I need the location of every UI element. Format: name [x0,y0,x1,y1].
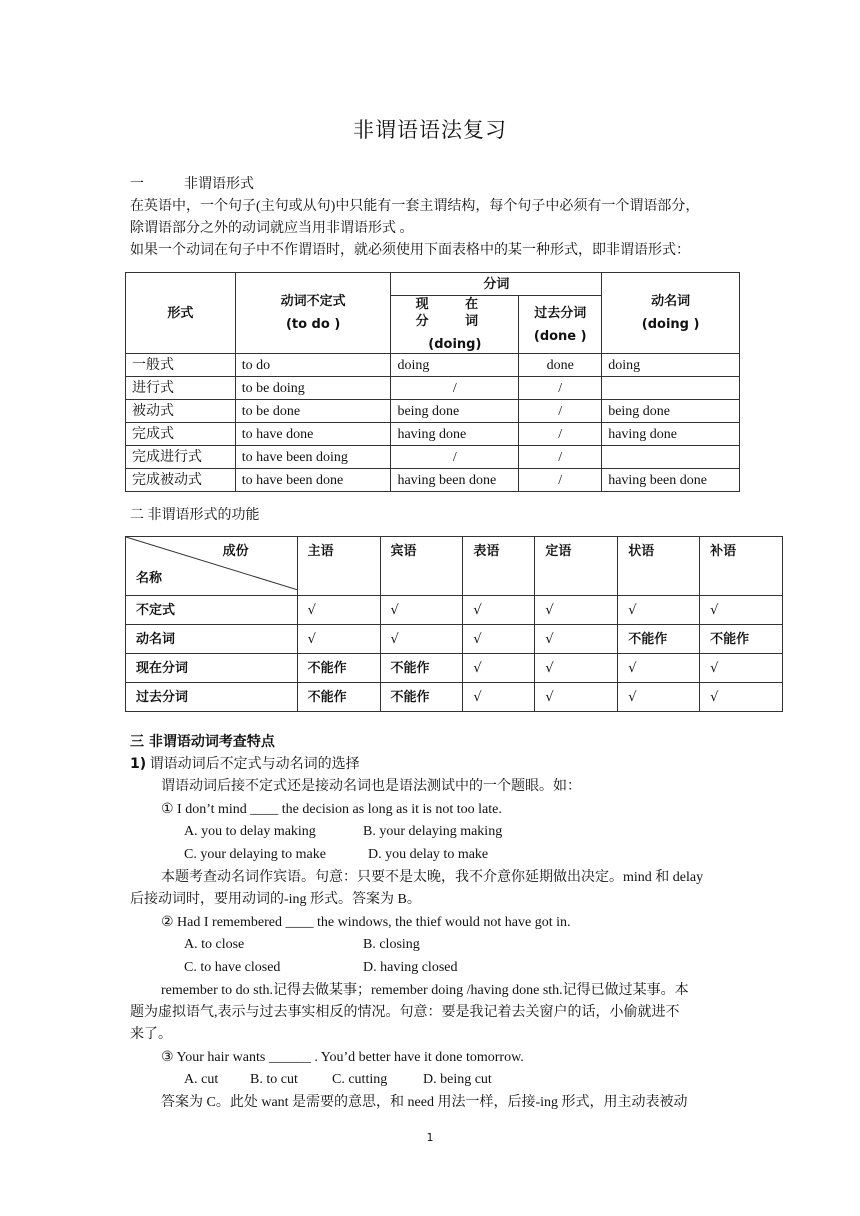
corner-bottom-label: 名称 [136,571,163,586]
cell: 不能作 [380,654,463,683]
cell-past: done [519,354,602,377]
intro-text: 谓语动词后接不定式还是接动名词也是语法测试中的一个题眼。如： [161,779,581,794]
explanation-2a: remember to do sth.记得去做某事；remember doing /having done sth.记得已做过某事。本 [161,983,689,998]
cell-form: 被动式 [126,400,236,423]
col-header-adverbial: 状语 [618,537,700,596]
cell-present: doing [391,354,519,377]
header-past-sub: (done ) [533,328,587,344]
functions-table-header-row [126,537,783,596]
table-row [126,654,783,683]
question-3-option-d: D. being cut [423,1072,492,1087]
section-1-paragraph-2: 如果一个动词在句子中不作谓语时，就必须使用下面表格中的某一种形式，即非谓语形式： [130,243,690,258]
section-1-heading [130,176,254,194]
section-1-paragraph-1a: 在英语中，一个句子(主句或从句)中只能有一套主谓结构，每个句子中必须有一个谓语部分， [130,199,700,214]
cell-infinitive: to be done [235,400,391,423]
cell-form: 一般式 [126,354,236,377]
question-1: ① I don’t mind ____ the decision as long as it is not too late. [161,802,502,817]
table-row [126,354,740,377]
cell-infinitive: to have done [235,423,391,446]
question-1-option-a: A. you to delay making [184,824,316,839]
explanation-3: 答案为 C。此处 want 是需要的意思，和 need 用法一样，后接-ing 形式，用主动表被动 [161,1095,688,1110]
cell-form: 完成式 [126,423,236,446]
cell: √ [618,654,700,683]
table-row [126,377,740,400]
cell: √ [618,683,700,712]
question-3-option-a: A. cut [184,1072,219,1087]
row-label: 过去分词 [126,683,298,712]
cell: √ [297,625,380,654]
cell-past: / [519,446,602,469]
header-form: 形式 [126,273,236,354]
cell-present: having been done [391,469,519,492]
cell: 不能作 [700,625,783,654]
section-3-heading: 三 非谓语动词考查特点 [130,734,275,750]
table-row [126,596,783,625]
question-2: ② Had I remembered ____ the windows, the thief would not have got in. [161,915,571,930]
table-row [126,446,740,469]
section-1-paragraph-1b: 除谓语部分之外的动词就应当用非谓语形式 。 [130,221,414,236]
cell: 不能作 [380,683,463,712]
cell-infinitive: to do [235,354,391,377]
row-label: 现在分词 [126,654,298,683]
cell-infinitive: to be doing [235,377,391,400]
col-header-predicative: 表语 [463,537,535,596]
col-header-complement: 补语 [700,537,783,596]
row-label: 动名词 [126,625,298,654]
cell-past: / [519,423,602,446]
header-infinitive-label: 动词不定式 [280,294,346,309]
header-past-participle [519,296,602,354]
cell-form: 完成进行式 [126,446,236,469]
header-present-label: 现 在 分 词 [415,297,495,329]
explanation-1b: 后接动词时，要用动词的-ing 形式。答案为 B。 [130,892,421,907]
section-1-title: 非谓语形式 [184,177,254,192]
cell-present: / [391,446,519,469]
header-present-participle [391,296,519,354]
cell: √ [535,683,618,712]
question-1-option-c: C. your delaying to make [184,847,326,862]
cell: √ [618,596,700,625]
diagonal-header-cell [126,537,298,596]
table-row [126,683,783,712]
question-3: ③ Your hair wants ______ . You’d better have it done tomorrow. [161,1050,524,1065]
cell: √ [463,683,535,712]
header-infinitive-sub: (to do ) [285,317,341,332]
cell: 不能作 [297,683,380,712]
cell-gerund: having been done [602,469,740,492]
col-header-subject: 主语 [297,537,380,596]
cell-gerund: being done [602,400,740,423]
header-present-sub: (doing) [428,337,482,352]
subheading-number: 1) [130,756,147,772]
explanation-2c: 来了。 [130,1027,172,1042]
cell: √ [463,596,535,625]
cell-form: 进行式 [126,377,236,400]
cell: √ [380,625,463,654]
header-gerund-label: 动名词 [651,294,691,309]
cell-present: having done [391,423,519,446]
question-3-option-c: C. cutting [332,1072,388,1087]
cell: √ [535,654,618,683]
cell-gerund [602,446,740,469]
page-title: 非谓语语法复习 [353,118,507,142]
question-2-option-b: B. closing [363,937,420,952]
cell: √ [700,654,783,683]
table-row [126,423,740,446]
section-2-heading: 二 非谓语形式的功能 [130,508,260,523]
question-1-option-b: B. your delaying making [363,824,503,839]
question-1-option-d: D. you delay to make [368,847,489,862]
cell: √ [535,596,618,625]
cell: √ [700,596,783,625]
header-infinitive [235,273,391,354]
cell-past: / [519,377,602,400]
cell-present: / [391,377,519,400]
col-header-object: 宾语 [380,537,463,596]
cell-gerund: doing [602,354,740,377]
functions-table [125,536,783,712]
explanation-1a: 本题考查动名词作宾语。句意：只要不是太晚，我不介意你延期做出决定。mind 和 delay [161,870,704,885]
header-gerund-sub: (doing ) [641,317,700,332]
explanation-2b: 题为虚拟语气,表示与过去事实相反的情况。句意：要是我记着去关窗户的话，小偷就进不 [130,1005,680,1020]
table-row [126,469,740,492]
forms-table-header-row [126,273,740,296]
cell-gerund [602,377,740,400]
cell-present: being done [391,400,519,423]
cell-gerund: having done [602,423,740,446]
cell: √ [463,625,535,654]
subheading-text: 谓语动词后不定式与动名词的选择 [149,757,360,772]
cell: 不能作 [297,654,380,683]
header-past-label: 过去分词 [534,305,587,321]
header-participle: 分词 [391,273,602,296]
header-gerund [602,273,740,354]
row-label: 不定式 [126,596,298,625]
cell-infinitive: to have been done [235,469,391,492]
question-2-option-c: C. to have closed [184,960,281,975]
forms-table [125,272,740,492]
corner-top-label: 成份 [222,544,249,559]
cell: √ [535,625,618,654]
cell-past: / [519,400,602,423]
page-number: 1 [426,1131,434,1144]
cell: √ [380,596,463,625]
cell: √ [700,683,783,712]
question-2-option-a: A. to close [184,937,245,952]
cell: 不能作 [618,625,700,654]
cell: √ [463,654,535,683]
question-2-option-d: D. having closed [363,960,458,975]
cell-infinitive: to have been doing [235,446,391,469]
cell-form: 完成被动式 [126,469,236,492]
section-3-subheading [130,755,360,774]
table-row [126,625,783,654]
cell: √ [297,596,380,625]
table-row [126,400,740,423]
cell-past: / [519,469,602,492]
col-header-attribute: 定语 [535,537,618,596]
section-1-number: 一 [130,177,144,192]
question-3-option-b: B. to cut [250,1072,298,1087]
